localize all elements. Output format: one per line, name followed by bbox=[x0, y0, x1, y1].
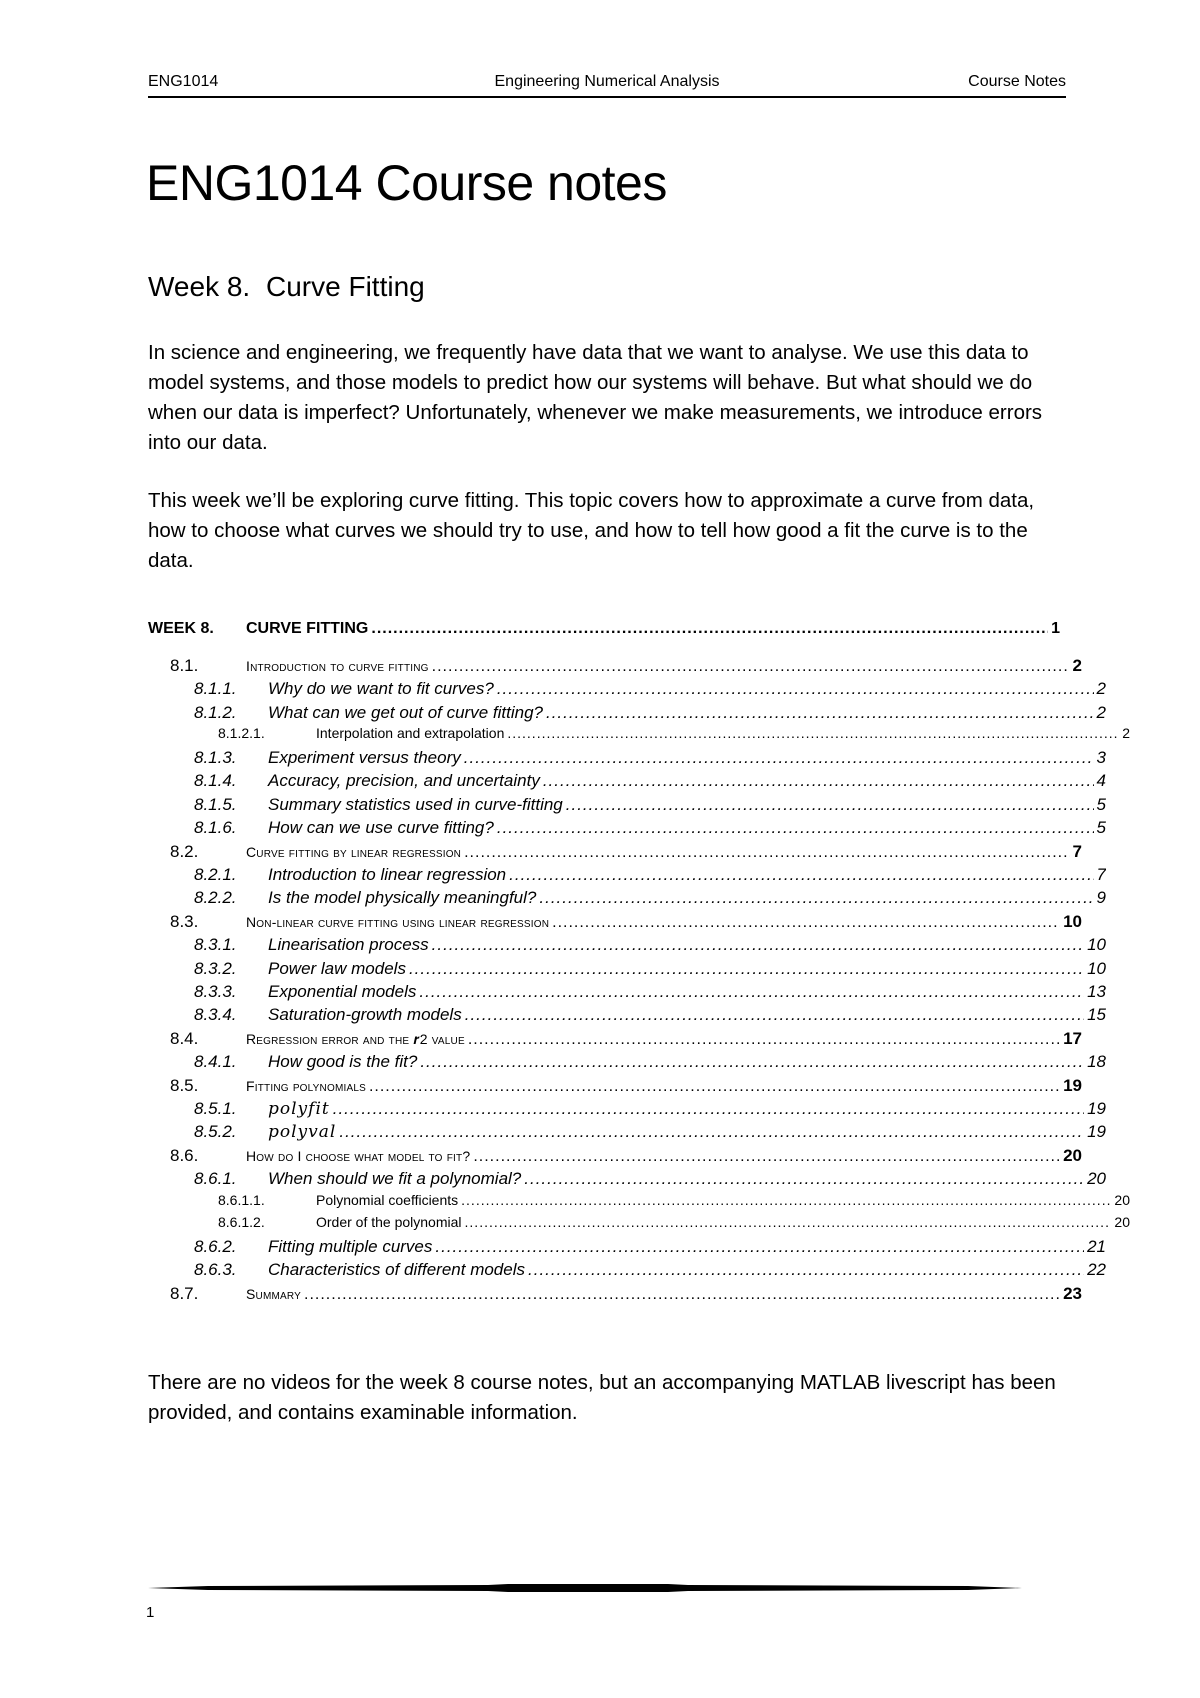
toc-entry-title: Non-linear curve fitting using linear regression bbox=[246, 914, 550, 930]
toc-entry-number: 8.4. bbox=[170, 1029, 199, 1048]
toc-dot-leader bbox=[468, 1031, 1060, 1049]
toc-entry-number: 8.4.1. bbox=[194, 1052, 237, 1071]
toc-entry-page: 2 bbox=[1072, 656, 1082, 675]
toc-entry-title: Power law models bbox=[268, 959, 406, 978]
toc-entry[interactable] bbox=[148, 795, 1106, 817]
toc-entry-page: 2 bbox=[1096, 679, 1106, 698]
footer-rule bbox=[148, 1584, 1022, 1592]
toc-entry-page: 1 bbox=[1051, 620, 1060, 637]
toc-entry[interactable] bbox=[148, 725, 1130, 747]
toc-entry-page: 5 bbox=[1096, 795, 1106, 814]
toc-entry-title: Polynomial coefficients bbox=[316, 1192, 459, 1208]
toc-entry-page: 22 bbox=[1087, 1260, 1106, 1279]
page-number: 1 bbox=[146, 1604, 155, 1621]
toc-entry-title: Regression error and the 𝒓2 value bbox=[246, 1031, 465, 1047]
toc-entry[interactable] bbox=[148, 818, 1106, 840]
toc-entry-title: Characteristics of different models bbox=[268, 1260, 525, 1279]
toc-entry-title: How can we use curve fitting? bbox=[268, 818, 494, 837]
toc-entry-page: 13 bbox=[1087, 982, 1106, 1001]
toc-entry-number: 8.1.1. bbox=[194, 679, 237, 698]
toc-entry-title: Order of the polynomial bbox=[316, 1214, 462, 1230]
toc-dot-leader bbox=[461, 1192, 1111, 1208]
toc-entry-number: 8.5.1. bbox=[194, 1099, 237, 1118]
toc-entry-title: Exponential models bbox=[268, 982, 417, 1001]
toc-entry-number: 8.1.4. bbox=[194, 771, 237, 790]
week-title: Curve Fitting bbox=[266, 271, 425, 302]
toc-entry-title: Summary bbox=[246, 1286, 302, 1302]
toc-entry-page: 19 bbox=[1087, 1099, 1106, 1118]
week-number: Week 8. bbox=[148, 271, 251, 302]
toc-entry[interactable] bbox=[148, 1237, 1106, 1259]
toc-entry-page: 10 bbox=[1063, 912, 1082, 931]
toc-entry-page: 2 bbox=[1122, 725, 1130, 741]
toc-entry-number: 8.1. bbox=[170, 656, 199, 675]
toc-entry[interactable] bbox=[148, 703, 1106, 725]
toc-entry-page: 4 bbox=[1096, 771, 1106, 790]
toc-entry-page: 2 bbox=[1096, 703, 1106, 722]
header-course-name: Engineering Numerical Analysis bbox=[494, 73, 720, 90]
toc-entry-title: Summary statistics used in curve-fitting bbox=[268, 795, 563, 814]
toc-entry-page: 3 bbox=[1096, 748, 1106, 767]
toc-dot-leader bbox=[507, 725, 1119, 741]
toc-dot-leader bbox=[432, 658, 1070, 676]
toc-entry-title: Accuracy, precision, and uncertainty bbox=[268, 771, 540, 790]
toc-dot-leader bbox=[339, 1122, 1084, 1142]
toc-entry-title: Linearisation process bbox=[268, 935, 429, 954]
toc-entry-number: 8.1.5. bbox=[194, 795, 237, 814]
toc-entry-page: 15 bbox=[1087, 1005, 1106, 1024]
toc-entry[interactable] bbox=[148, 1029, 1082, 1051]
toc-entry-number: 8.6. bbox=[170, 1146, 199, 1165]
toc-dot-leader bbox=[528, 1260, 1084, 1280]
toc-entry[interactable] bbox=[148, 1122, 1106, 1144]
toc-entry-number: 8.6.2. bbox=[194, 1237, 237, 1256]
toc-entry[interactable] bbox=[148, 1260, 1106, 1282]
toc-dot-leader bbox=[552, 914, 1060, 932]
toc-entry[interactable] bbox=[148, 1192, 1130, 1214]
toc-entry-number: 8.3. bbox=[170, 912, 199, 931]
toc-entry-number: 8.5.2. bbox=[194, 1122, 237, 1141]
toc-entry-page: 18 bbox=[1087, 1052, 1106, 1071]
toc-entry-number: 8.5. bbox=[170, 1076, 199, 1095]
toc-entry-page: 5 bbox=[1096, 818, 1106, 837]
closing-paragraph: There are no videos for the week 8 course notes, but an accompanying MATLAB livescript has been provided, and contains examinable information. bbox=[148, 1371, 1056, 1424]
toc-entry[interactable] bbox=[148, 748, 1106, 770]
document-title: ENG1014 Course notes bbox=[146, 155, 667, 211]
toc-entry[interactable] bbox=[148, 959, 1106, 981]
toc-dot-leader bbox=[546, 703, 1094, 723]
toc-entry[interactable] bbox=[148, 912, 1082, 934]
toc-entry-number: 8.6.1. bbox=[194, 1169, 237, 1188]
toc-entry-number: 8.2.1. bbox=[194, 865, 237, 884]
toc-entry[interactable] bbox=[148, 620, 1060, 642]
toc-entry[interactable] bbox=[148, 1099, 1106, 1121]
toc-entry-number: 8.1.6. bbox=[194, 818, 237, 837]
toc-dot-leader bbox=[543, 771, 1094, 791]
toc-entry-page: 21 bbox=[1087, 1237, 1106, 1256]
toc-dot-leader bbox=[409, 959, 1084, 979]
toc-entry-page: 23 bbox=[1063, 1284, 1082, 1303]
toc-entry-number: 8.6.1.1. bbox=[218, 1192, 265, 1208]
running-header bbox=[148, 70, 1066, 98]
toc-entry-number: 8.3.4. bbox=[194, 1005, 237, 1024]
header-doc-type: Course Notes bbox=[968, 73, 1066, 90]
toc-entry-title: Why do we want to fit curves? bbox=[268, 679, 494, 698]
toc-dot-leader bbox=[419, 982, 1084, 1002]
toc-entry-title: Is the model physically meaningful? bbox=[268, 888, 537, 907]
toc-entry-title: polyval bbox=[268, 1122, 337, 1142]
intro-paragraph: In science and engineering, we frequently have data that we want to analyse. We use this data to model systems, and those models to predict how our systems will behave. But what should we do when our data is imperfect? Unfortunately, whenever we make measurements, we introduce errors into our data. bbox=[148, 341, 1043, 454]
toc-entry-number: 8.3.3. bbox=[194, 982, 237, 1001]
toc-dot-leader bbox=[539, 888, 1093, 908]
toc-entry[interactable] bbox=[148, 1005, 1106, 1027]
toc-entry[interactable] bbox=[148, 842, 1082, 864]
toc-entry[interactable] bbox=[148, 982, 1106, 1004]
toc-entry-page: 9 bbox=[1096, 888, 1106, 907]
toc-entry-title: polyfit bbox=[268, 1099, 330, 1119]
toc-entry-page: 10 bbox=[1087, 935, 1106, 954]
toc-entry-page: 20 bbox=[1087, 1169, 1106, 1188]
toc-entry[interactable] bbox=[148, 771, 1106, 793]
toc-dot-leader bbox=[465, 1214, 1112, 1230]
toc-entry-number: 8.3.1. bbox=[194, 935, 237, 954]
toc-entry-title: How good is the fit? bbox=[268, 1052, 418, 1071]
toc-entry-title: CURVE FITTING bbox=[246, 620, 369, 637]
toc-entry-page: 20 bbox=[1114, 1214, 1130, 1230]
toc-entry-number: 8.3.2. bbox=[194, 959, 237, 978]
toc-entry-title: Saturation-growth models bbox=[268, 1005, 462, 1024]
toc-dot-leader bbox=[497, 818, 1094, 838]
toc-entry[interactable] bbox=[148, 888, 1106, 910]
toc-dot-leader bbox=[465, 1005, 1084, 1025]
toc-entry-number: 8.1.2. bbox=[194, 703, 237, 722]
toc-entry[interactable] bbox=[148, 1052, 1106, 1074]
toc-dot-leader bbox=[333, 1099, 1084, 1119]
toc-dot-leader bbox=[473, 1148, 1060, 1166]
toc-entry-number: 8.1.3. bbox=[194, 748, 237, 767]
toc-entry-title: How do I choose what model to fit? bbox=[246, 1148, 471, 1164]
toc-entry-page: 19 bbox=[1063, 1076, 1082, 1095]
toc-entry-number: 8.2. bbox=[170, 842, 199, 861]
overview-paragraph: This week we’ll be exploring curve fitting. This topic covers how to approximate a curve from data, how to choose what curves we should try to use, and how to tell how good a fit the curve is to the data. bbox=[148, 489, 1035, 572]
toc-entry-title: Curve fitting by linear regression bbox=[246, 844, 462, 860]
toc-entry-title: When should we fit a polynomial? bbox=[268, 1169, 522, 1188]
toc-entry-title: What can we get out of curve fitting? bbox=[268, 703, 543, 722]
toc-dot-leader bbox=[420, 1052, 1084, 1072]
toc-entry-page: 20 bbox=[1063, 1146, 1082, 1165]
toc-entry-number: 8.1.2.1. bbox=[218, 725, 265, 741]
toc-dot-leader bbox=[432, 935, 1084, 955]
toc-dot-leader bbox=[435, 1237, 1084, 1257]
toc-entry-number: 8.6.3. bbox=[194, 1260, 237, 1279]
toc-entry-number: 8.6.1.2. bbox=[218, 1214, 265, 1230]
toc-entry[interactable] bbox=[148, 1284, 1082, 1306]
toc-dot-leader bbox=[524, 1169, 1084, 1189]
toc-entry-number: 8.2.2. bbox=[194, 888, 237, 907]
toc-entry-title: Experiment versus theory bbox=[268, 748, 461, 767]
header-course-code: ENG1014 bbox=[148, 73, 219, 90]
toc-entry-page: 20 bbox=[1114, 1192, 1130, 1208]
toc-entry[interactable] bbox=[148, 935, 1106, 957]
toc-entry-page: 10 bbox=[1087, 959, 1106, 978]
toc-entry[interactable] bbox=[148, 1169, 1106, 1191]
week-heading bbox=[148, 270, 425, 304]
toc-entry[interactable] bbox=[148, 656, 1082, 678]
toc-entry-page: 7 bbox=[1096, 865, 1106, 884]
toc-entry-title: Introduction to curve fitting bbox=[246, 658, 429, 674]
toc-dot-leader bbox=[369, 1078, 1060, 1096]
toc-entry[interactable] bbox=[148, 679, 1106, 701]
toc-entry-number: 8.7. bbox=[170, 1284, 199, 1303]
toc-dot-leader bbox=[566, 795, 1094, 815]
toc-entry-title: Fitting multiple curves bbox=[268, 1237, 433, 1256]
toc-dot-leader bbox=[371, 620, 1048, 638]
toc-dot-leader bbox=[497, 679, 1094, 699]
toc-entry-page: 7 bbox=[1072, 842, 1082, 861]
toc-entry-title: Introduction to linear regression bbox=[268, 865, 507, 884]
toc-entry-title: Fitting polynomials bbox=[246, 1078, 366, 1094]
toc-entry-title: Interpolation and extrapolation bbox=[316, 725, 505, 741]
toc-entry-page: 17 bbox=[1063, 1029, 1082, 1048]
toc-dot-leader bbox=[304, 1286, 1060, 1304]
toc-entry[interactable] bbox=[148, 1214, 1130, 1236]
toc-entry[interactable] bbox=[148, 865, 1106, 887]
toc-dot-leader bbox=[464, 844, 1069, 862]
toc-entry-page: 19 bbox=[1087, 1122, 1106, 1141]
toc-entry-number: WEEK 8. bbox=[148, 620, 214, 637]
toc-dot-leader bbox=[464, 748, 1094, 768]
toc-entry[interactable] bbox=[148, 1076, 1082, 1098]
toc-dot-leader bbox=[509, 865, 1093, 885]
toc-entry[interactable] bbox=[148, 1146, 1082, 1168]
